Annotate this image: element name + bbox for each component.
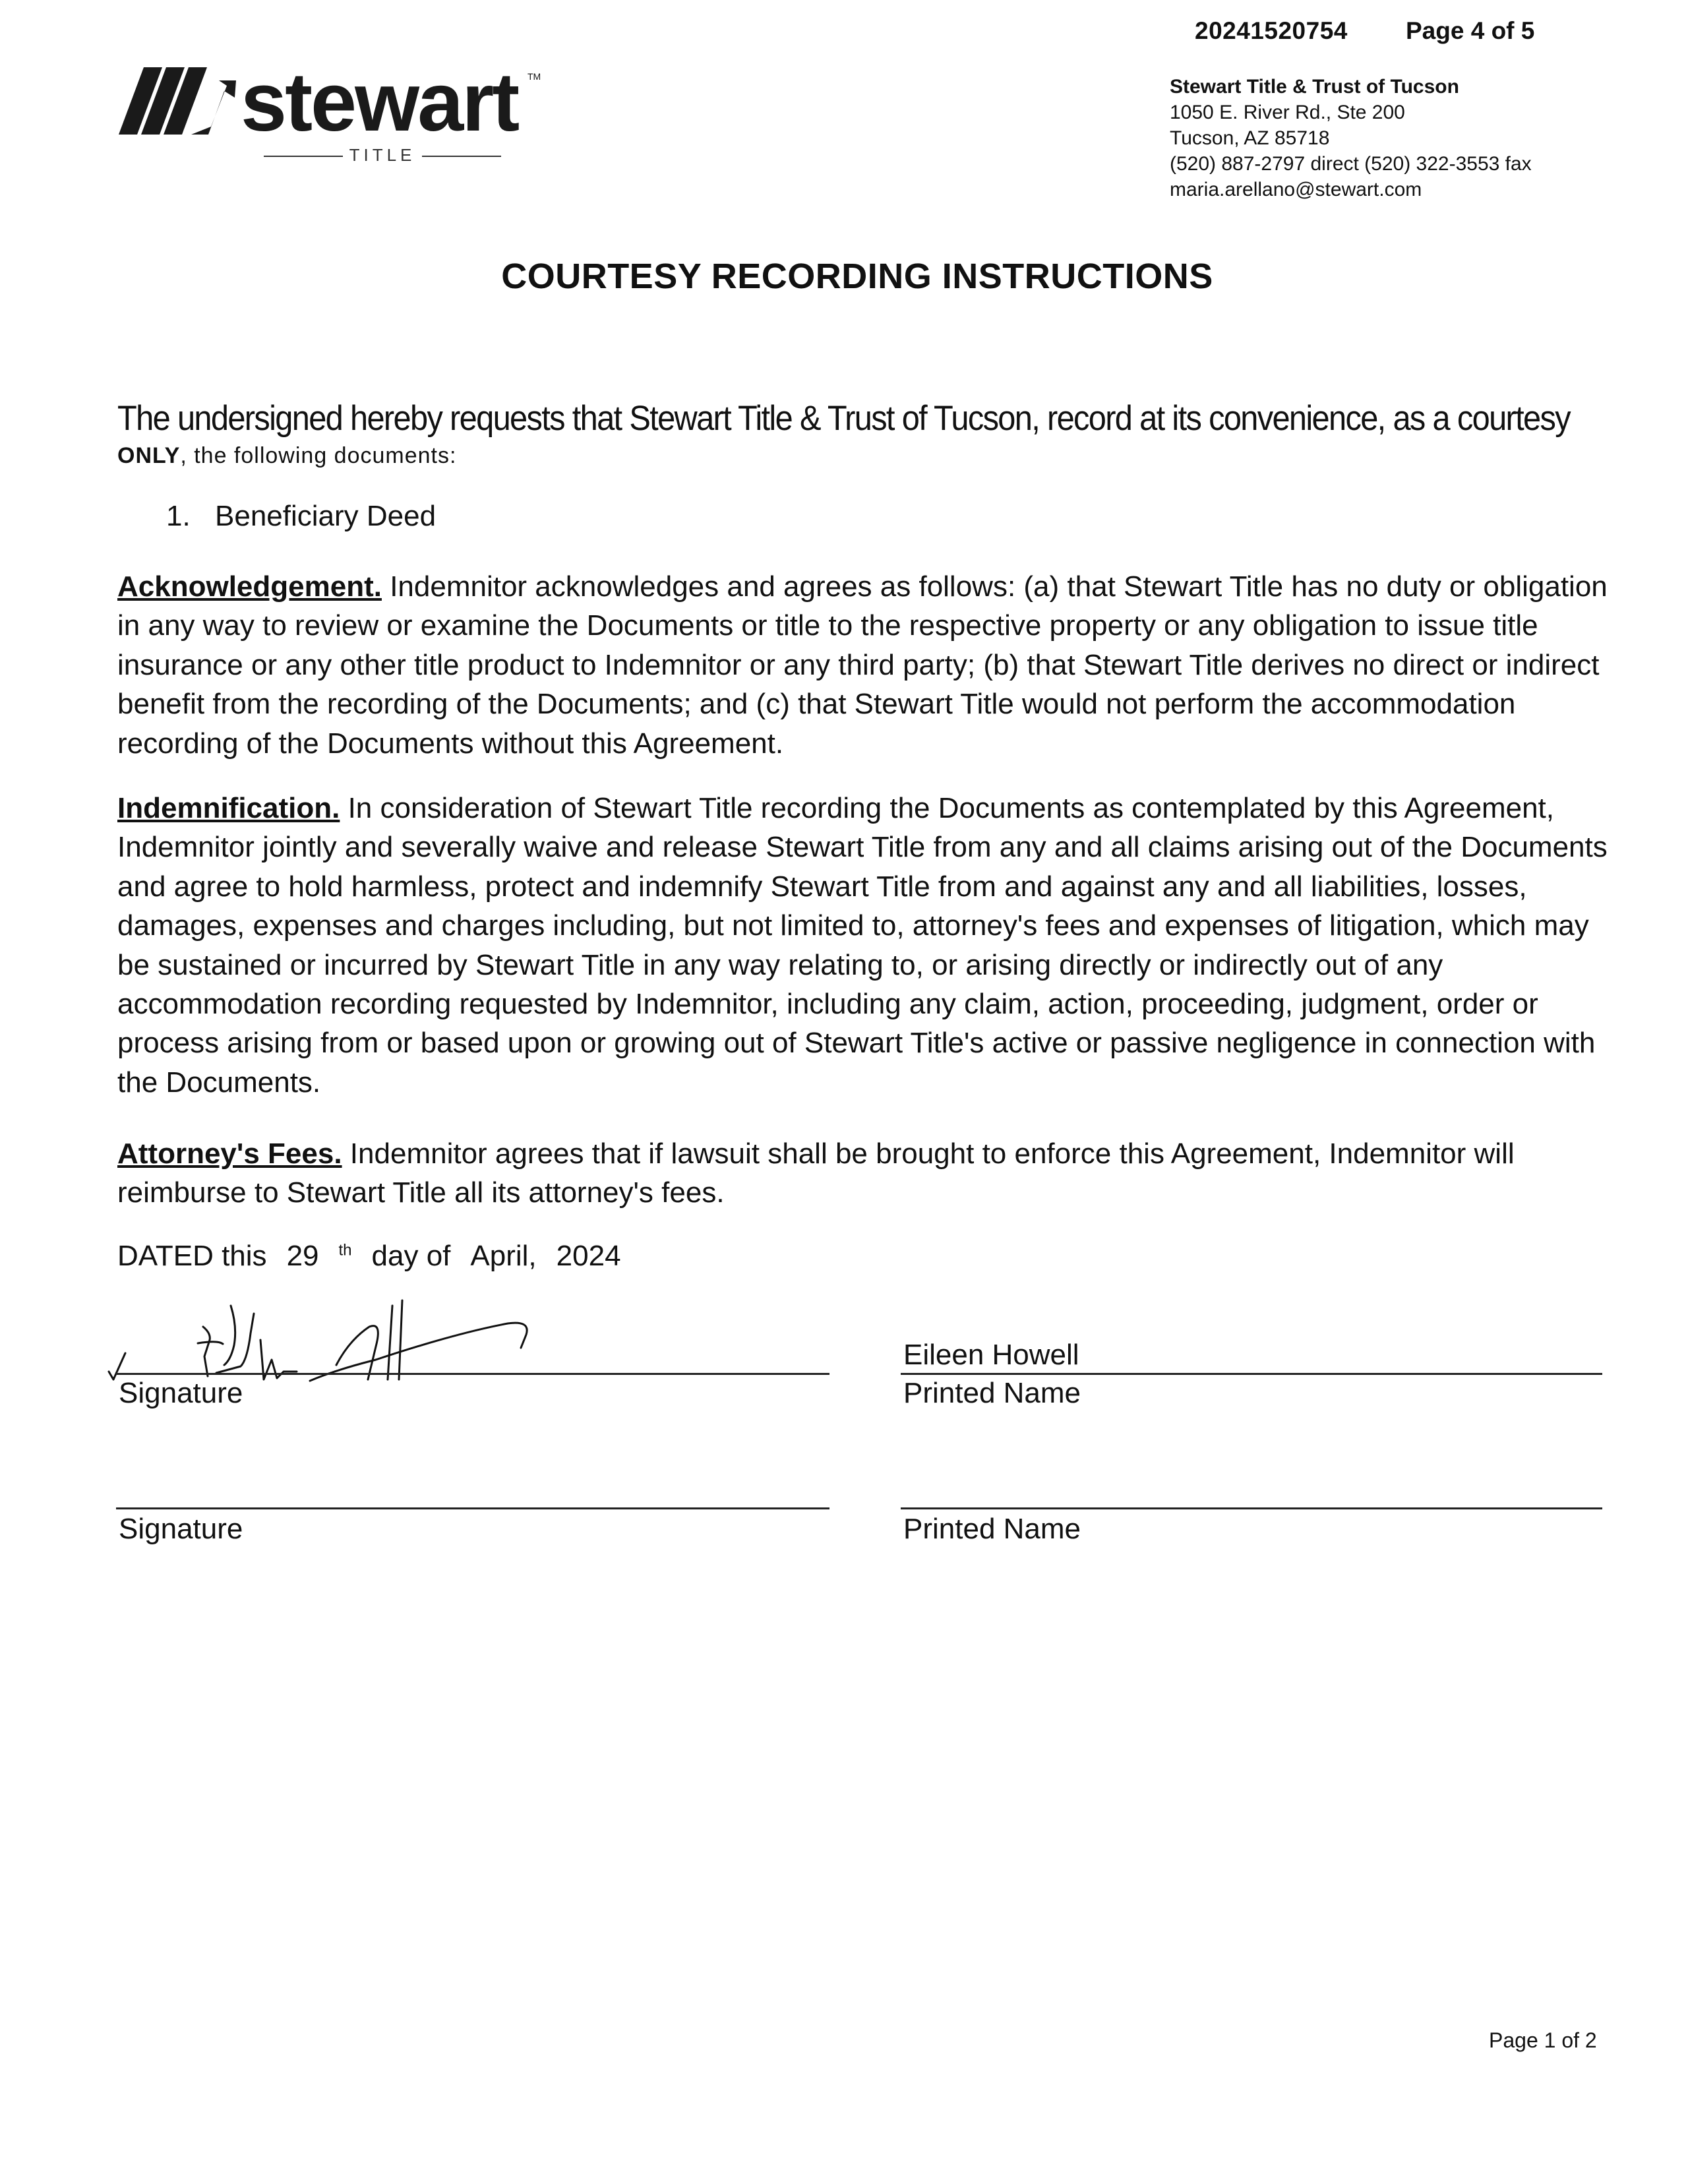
intro-line: The undersigned hereby requests that Stewart Title & Trust of Tucson, record at its convenience, as a courtesy	[117, 399, 1570, 438]
city-state-zip: Tucson, AZ 85718	[1170, 127, 1330, 149]
indemnification-paragraph	[117, 789, 1621, 1102]
indemnification-text: In consideration of Stewart Title recording the Documents as contemplated by this Agreement, Indemnitor jointly and severally waive and release Stewart Title from any and all claims arising out of the Documents and agree to hold harmless, protect and indemnify Stewart Title from and against any and all liabilities, losses, damages, expenses and charges including, but not limited to, attorney's fees and expenses of litigation, which may be sustained or incurred by Stewart Title in any way relating to, or arising directly or indirectly out of any accommodation recording requested by Indemnitor, including any claim, action, proceeding, judgment, order or process arising from or based upon or growing out of Stewart Title's active or passive negligence in connection with the Documents.	[117, 792, 1608, 1099]
company-name: Stewart Title & Trust of Tucson	[1170, 76, 1459, 98]
attorneys-fees-paragraph	[117, 1134, 1621, 1213]
intro-continuation	[117, 443, 456, 469]
list-item-number: 1.	[166, 500, 191, 532]
street-address: 1050 E. River Rd., Ste 200	[1170, 102, 1405, 123]
address-block	[1170, 74, 1532, 202]
acknowledgement-paragraph	[117, 567, 1621, 763]
list-item	[166, 500, 436, 533]
printed-name-label-1: Printed Name	[903, 1377, 1081, 1409]
acknowledgement-heading: Acknowledgement.	[117, 570, 382, 603]
dated-day-suffix: th	[338, 1241, 352, 1259]
printed-name-line-1	[901, 1373, 1602, 1375]
dated-mid: day of	[371, 1240, 451, 1272]
recording-number: 20241520754	[1195, 17, 1348, 44]
dated-year: 2024	[556, 1240, 621, 1272]
indemnification-heading: Indemnification.	[117, 792, 340, 824]
attorneys-fees-text: Indemnitor agrees that if lawsuit shall be brought to enforce this Agreement, Indemnitor will reimburse to Stewart Title all its attorney's fees.	[117, 1138, 1515, 1209]
phone-fax: (520) 887-2797 direct (520) 322-3553 fax	[1170, 153, 1532, 175]
logo-trademark: TM	[528, 71, 541, 82]
dated-month: April,	[470, 1240, 537, 1272]
intro-rest: , the following documents:	[180, 443, 457, 468]
page-title: COURTESY RECORDING INSTRUCTIONS	[501, 257, 1213, 296]
signature-label-1: Signature	[119, 1377, 243, 1409]
logo-subtitle: TITLE	[234, 145, 531, 166]
signature-line-1	[116, 1373, 829, 1375]
dated-day-number: 29	[286, 1240, 319, 1272]
acknowledgement-text: Indemnitor acknowledges and agrees as follows: (a) that Stewart Title has no duty or obligation in any way to review or examine the Documents or title to the respective property or any obligation to issue title insurance or any other title product to Indemnitor or any third party; (b) that Stewart Title derives no direct or indirect benefit from the recording of the Documents; and (c) that Stewart Title would not perform the accommodation recording of the Documents without this Agreement.	[117, 570, 1608, 760]
dated-prefix: DATED this	[117, 1240, 267, 1272]
attorneys-fees-heading: Attorney's Fees.	[117, 1138, 342, 1170]
dated-day	[287, 1240, 352, 1272]
printed-name-label-2: Printed Name	[903, 1513, 1081, 1545]
logo-wordmark: stewart	[241, 55, 518, 148]
dated-line	[117, 1240, 641, 1273]
printed-name-value-1: Eileen Howell	[903, 1339, 1079, 1371]
email-address: maria.arellano@stewart.com	[1170, 179, 1422, 200]
list-item-text: Beneficiary Deed	[215, 500, 437, 532]
printed-name-line-2	[901, 1507, 1602, 1509]
handwritten-signature	[99, 1287, 666, 1386]
signature-line-2	[116, 1507, 829, 1509]
signature-label-2: Signature	[119, 1513, 243, 1545]
only-emphasis: ONLY	[117, 443, 181, 468]
page-indicator: Page 4 of 5	[1406, 17, 1535, 44]
footer-page-indicator: Page 1 of 2	[1489, 2028, 1597, 2052]
